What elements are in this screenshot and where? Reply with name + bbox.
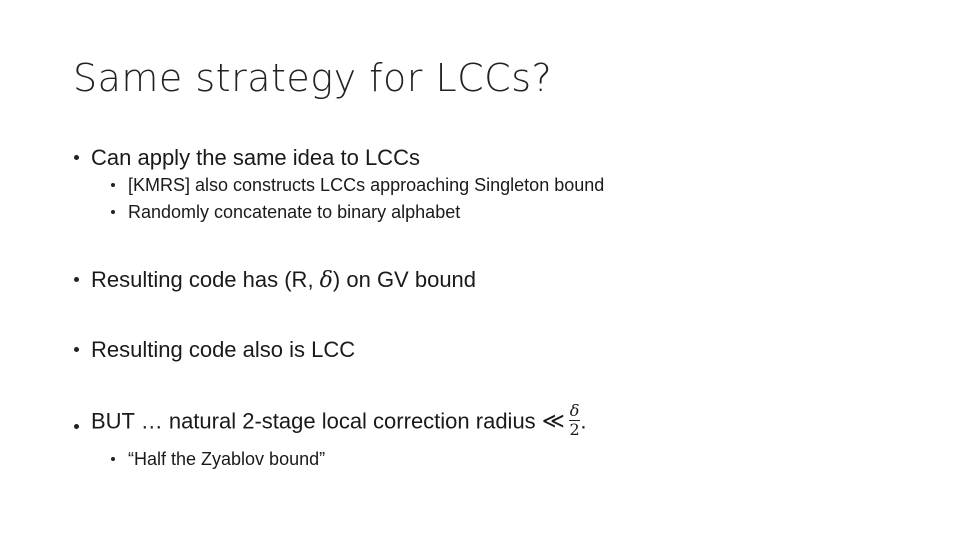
bullet-text-prefix: BUT … natural 2-stage local correction radius: [91, 408, 536, 434]
delta-over-two-fraction: [569, 402, 581, 439]
bullet-apply-idea: [91, 145, 420, 171]
bullet-text-suffix: ) on GV bound: [332, 267, 477, 292]
bullet-correction-radius: [91, 401, 587, 441]
bullet-dot: [74, 155, 79, 160]
bullet-dot: [74, 424, 79, 429]
bullet-gv-bound: [91, 267, 476, 293]
subbullet-concatenate: [128, 202, 460, 223]
bullet-dot: [111, 210, 115, 214]
bullet-dot: [111, 457, 115, 461]
bullet-dot: [74, 347, 79, 352]
subbullet-zyablov: [128, 449, 325, 470]
bullet-dot: [111, 183, 115, 187]
bullet-text: “Half the Zyablov bound”: [128, 449, 326, 469]
fraction-denominator: 2: [569, 420, 580, 439]
slide-title: Same strategy for LCCs?: [73, 56, 553, 100]
much-less-than-symbol: ≪: [541, 409, 565, 435]
bullet-also-lcc: [91, 337, 355, 363]
bullet-text: Resulting code also is LCC: [91, 337, 356, 362]
bullet-text: Randomly concatenate to binary alphabet: [128, 202, 461, 222]
bullet-text-suffix: .: [580, 408, 587, 434]
bullet-text: Can apply the same idea to LCCs: [91, 145, 420, 170]
bullet-dot: [74, 277, 79, 282]
bullet-text-prefix: Resulting code has (R,: [91, 267, 320, 292]
bullet-text: [KMRS] also constructs LCCs approaching Singleton bound: [128, 175, 605, 195]
fraction-numerator: δ: [569, 401, 580, 420]
delta-symbol: δ: [319, 268, 333, 293]
subbullet-kmrs: [128, 175, 604, 196]
